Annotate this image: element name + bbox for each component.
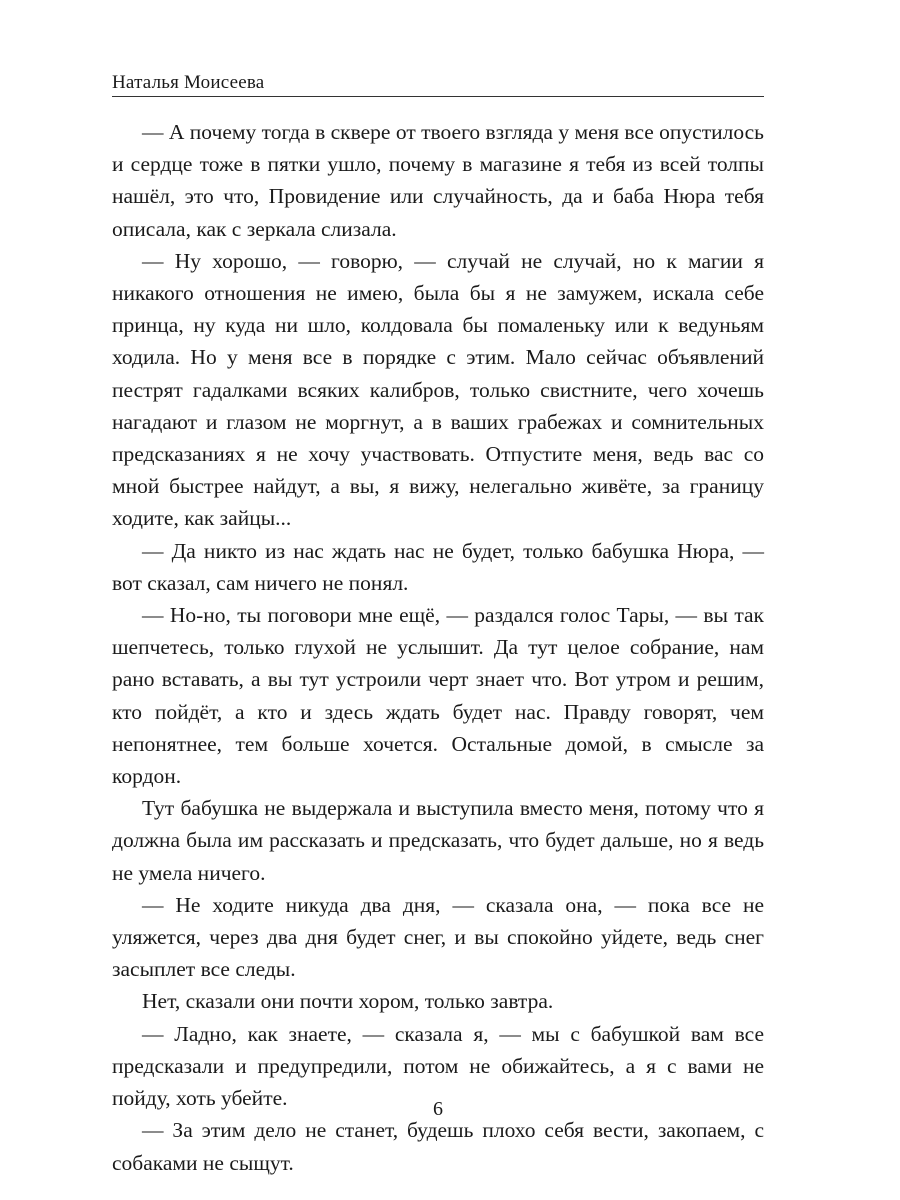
running-head-author: Наталья Моисеева	[112, 72, 265, 93]
page-number: 6	[433, 1098, 443, 1120]
paragraph: — Но-но, ты поговори мне ещё, — раздался голос Тары, — вы так шепчетесь, только глухой не услышит. Да тут целое собрание, нам рано вставать, а вы тут устроили черт знает что. Вот утром и решим, кто пойдёт, а кто и здесь ждать будет нас. Правду говорят, чем непонятнее, тем больше хочется. Остальные домой, в смысле за кордон.	[112, 603, 764, 789]
paragraph: — Ладно, как знаете, — сказала я, — мы с бабушкой вам все предсказали и предупредили, потом не обижайтесь, а я с вами не пойду, хоть убейте.	[112, 1021, 764, 1111]
page-header	[112, 72, 764, 96]
paragraph: — А почему тогда в сквере от твоего взгляда у меня все опустилось и сердце тоже в пятки ушло, почему в магазине я тебя из всей толпы нашёл, это что, Провидение или случайность, да и баба Нюра тебя описала, как с зеркала слизала.	[112, 120, 764, 241]
paragraph: — Да никто из нас ждать нас не будет, только бабушка Нюра, — вот сказал, сам ничего не понял.	[112, 538, 764, 595]
paragraph: Нет, сказали они почти хором, только завтра.	[142, 989, 554, 1014]
header-rule	[112, 96, 764, 97]
paragraph: — Не ходите никуда два дня, — сказала она, — пока все не уляжется, через два дня будет снег, и вы спокойно уйдете, ведь снег засыплет все следы.	[112, 892, 764, 982]
body-text	[112, 116, 764, 1175]
paragraph: — Ну хорошо, — говорю, — случай не случай, но к магии я никакого отношения не имею, была бы я не замужем, искала себе принца, ну куда ни шло, колдовала бы помаленьку или к ведуньям ходила. Но у меня все в порядке с этим. Мало сейчас объявлений пестрят гадалками всяких калибров, только свистните, чего хочешь нагадают и глазом не моргнут, а в ваших грабежах и сомнительных предсказаниях я не хочу участвовать. Отпустите меня, ведь вас со мной быстрее найдут, а вы, я вижу, нелегально живёте, за границу ходите, как зайцы...	[112, 248, 764, 531]
paragraph: — За этим дело не станет, будешь плохо себя вести, закопаем, с собаками не сыщут.	[112, 1118, 764, 1175]
paragraph: Тут бабушка не выдержала и выступила вместо меня, потому что я должна была им рассказать и предсказать, что будет дальше, но я ведь не умела ничего.	[112, 796, 764, 885]
